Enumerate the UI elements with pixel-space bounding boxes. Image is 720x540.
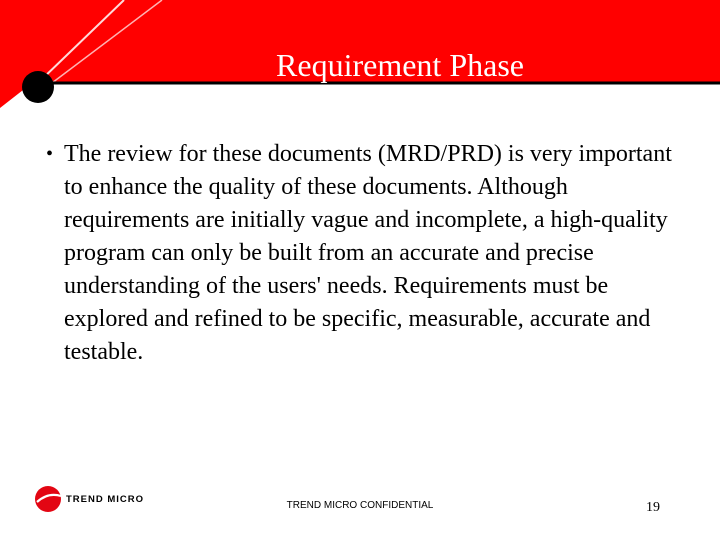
header-black-dot <box>22 71 54 103</box>
bullet-text: The review for these documents (MRD/PRD) is very important to enhance the quality of these documents. Although requirements are initially vague and incomplete, a high-quality program can only be built from an accurate and precise understanding of the users' needs. Requirements must be explored and refined to be specific, measurable, accurate and testable. <box>64 141 672 365</box>
confidential-label: TREND MICRO CONFIDENTIAL <box>286 500 434 511</box>
bullet-list <box>46 138 676 369</box>
page-number: 19 <box>646 500 660 515</box>
header-band <box>0 0 720 108</box>
bullet-item <box>46 138 676 369</box>
slide-title: Requirement Phase <box>276 47 524 83</box>
logo-red-ball-icon <box>35 486 61 512</box>
bullet-dot-icon: • <box>46 143 54 165</box>
trend-micro-logo <box>34 485 145 513</box>
logo-wordmark: TREND MICRO <box>66 494 145 505</box>
